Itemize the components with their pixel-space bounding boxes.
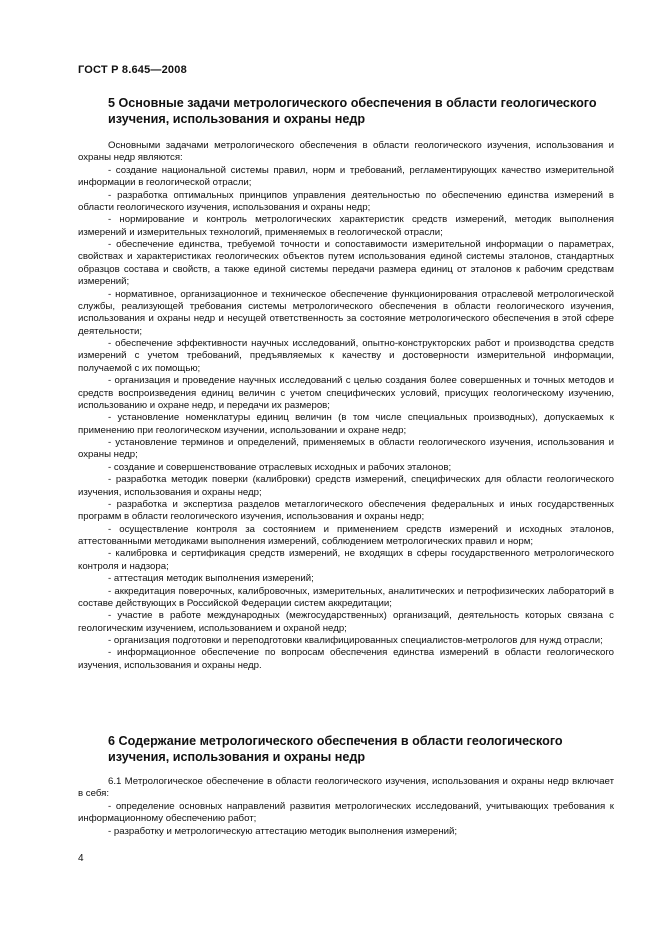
document-code: ГОСТ Р 8.645—2008 — [78, 64, 187, 76]
section-6-body — [78, 776, 614, 838]
list-item: - участие в работе международных (межгосударственных) организаций, деятельность которых связана с геологическим изучением, использованием и охраной недр; — [78, 610, 614, 634]
page-number: 4 — [78, 853, 84, 864]
paragraph: Основными задачами метрологического обеспечения в области геологического изучения, использования и охраны недр являются: — [78, 140, 614, 164]
list-item: - организация подготовки и переподготовки квалифицированных специалистов-метрологов для нужд отрасли; — [108, 635, 603, 646]
list-item: - калибровка и сертификация средств измерений, не входящих в сферы государственного метрологического контроля и надзора; — [78, 548, 614, 572]
section-6-heading: 6 Содержание метрологического обеспечения в области геологического изучения, использования и охраны недр — [108, 734, 563, 764]
list-item: - разработка оптимальных принципов управления деятельностью по обеспечению единства измерений в области геологического изучения, использования и охраны недр; — [78, 189, 614, 213]
list-item: - установление номенклатуры единиц величин (в том числе специальных производных), допускаемых к применению при геологическом изучении, использовании и охране недр; — [78, 412, 614, 436]
list-item: - организация и проведение научных исследований с целью создания более совершенных и точных методов и средств воспроизведения единиц величин с учетом специфических условий, присущих геологическому изучению, использованию и охране недр, и передачи их размеров; — [78, 375, 614, 411]
paragraph: 6.1 Метрологическое обеспечение в области геологического изучения, использования и охраны недр включает в себя: — [78, 776, 614, 800]
list-item: - нормативное, организационное и техническое обеспечение функционирования отраслевой метрологической службы, реализующей требования системы метрологического обеспечения в области геологического изучения, использования и охраны недр и несущей ответственность за состояние метрологического обеспечения в этой сфере деятельности; — [78, 288, 614, 337]
list-item: - нормирование и контроль метрологических характеристик средств измерений, методик выполнения измерений и измерительных технологий, применяемых в геологической отрасли; — [78, 214, 614, 238]
list-item: - разработка методик поверки (калибровки) средств измерений, специфических для области геологического изучения, использования и охраны недр; — [78, 474, 614, 498]
list-item: - разработка и экспертиза разделов метаглогического обеспечения федеральных и иных государственных программ в области геологического изучения, использования и охраны недр; — [78, 498, 614, 523]
section-5-heading: 5 Основные задачи метрологического обеспечения в области геологического изучения, использования и охраны недр — [108, 96, 597, 126]
list-item: - осуществление контроля за состоянием и применением средств измерений и исходных эталонов, аттестованными методиками выполнения измерений, соблюдением метрологических правил и норм; — [78, 523, 614, 547]
list-item: - информационное обеспечение по вопросам обеспечения единства измерений в области геологического изучения, использования и охраны недр. — [78, 647, 614, 671]
list-item: - аккредитация поверочных, калибровочных, измерительных, аналитических и петрофизических лабораторий в составе действующих в Российской Федерации систем аккредитации; — [78, 585, 614, 609]
list-item: - создание и совершенствование отраслевых исходных и рабочих эталонов; — [108, 461, 452, 473]
list-item: - создание национальной системы правил, норм и требований, регламентирующих качество измерительной информации в геологической отрасли; — [78, 164, 614, 189]
list-item: - обеспечение единства, требуемой точности и сопоставимости измерительной информации о параметрах, свойствах и характеристиках геологических объектов путем использования единой системы эталонов, стандартных образцов состава и свойств, а также единой системы передачи размера единиц от эталонов к рабочим средствам измерений; — [78, 239, 614, 288]
list-item: - разработку и метрологическую аттестацию методик выполнения измерений; — [108, 825, 458, 837]
list-item: - аттестация методик выполнения измерений; — [108, 573, 314, 585]
list-item: - определение основных направлений развития метрологических исследований, учитывающих требования к информационному обеспечению работ; — [78, 800, 614, 825]
list-item: - установление терминов и определений, применяемых в области геологического изучения, использования и охраны недр; — [78, 437, 614, 461]
list-item: - обеспечение эффективности научных исследований, опытно-конструкторских работ и производства средств измерений с учетом требований, предъявляемых к качеству и достоверности измерительной информации, получаемой с их помощью; — [78, 338, 614, 374]
section-5-body — [78, 140, 614, 672]
